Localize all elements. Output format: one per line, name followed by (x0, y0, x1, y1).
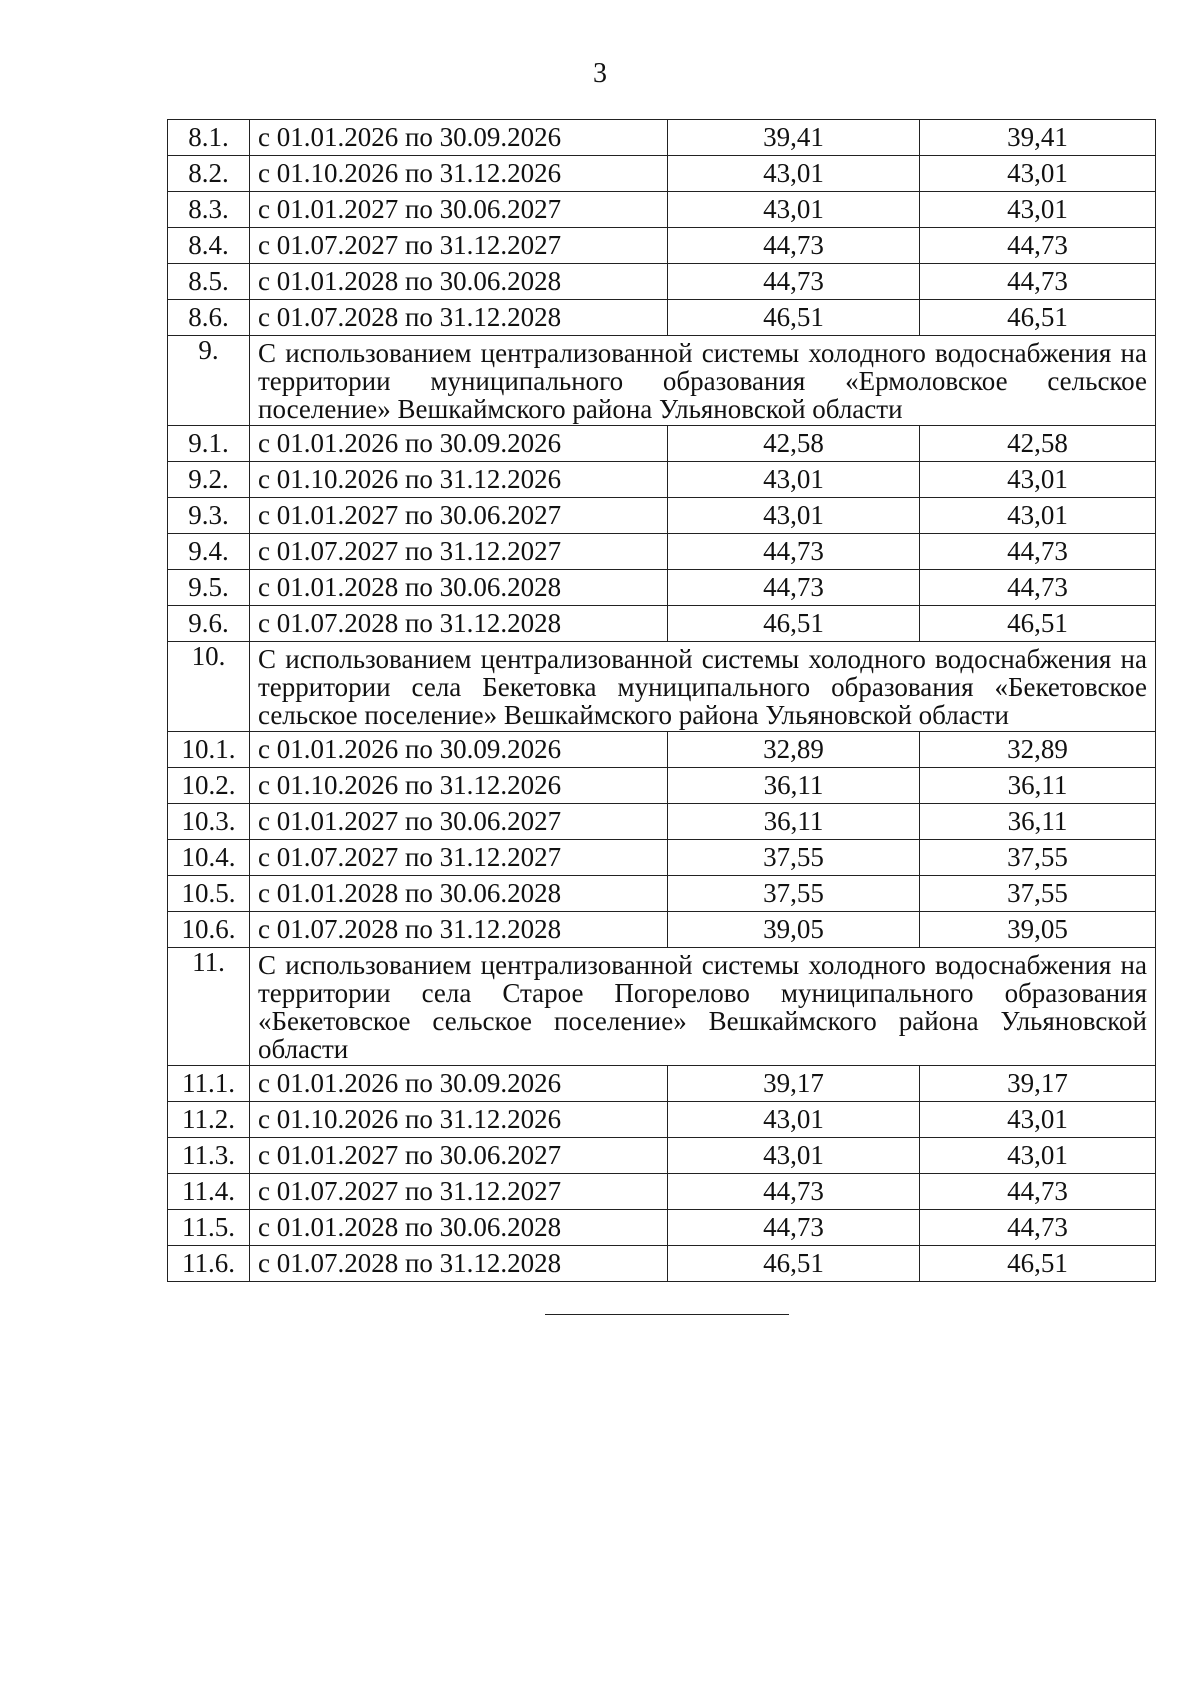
section-number: 11. (168, 948, 250, 1066)
table-row (168, 534, 1156, 570)
tariff-value-1: 39,17 (668, 1066, 920, 1102)
tariff-value-1: 44,73 (668, 228, 920, 264)
period-cell: с 01.01.2028 по 30.06.2028 (250, 264, 668, 300)
tariff-value-2: 43,01 (920, 1138, 1156, 1174)
tariff-value-2: 43,01 (920, 156, 1156, 192)
tariff-value-2: 44,73 (920, 534, 1156, 570)
tariff-value-2: 44,73 (920, 1210, 1156, 1246)
period-cell: с 01.10.2026 по 31.12.2026 (250, 1102, 668, 1138)
tariff-value-2: 43,01 (920, 1102, 1156, 1138)
period-cell: с 01.07.2027 по 31.12.2027 (250, 228, 668, 264)
tariff-value-1: 46,51 (668, 1246, 920, 1282)
tariff-table-body (168, 120, 1156, 1282)
period-cell: с 01.01.2028 по 30.06.2028 (250, 876, 668, 912)
section-title: С использованием централизованной системы холодного водоснабжения на территории села Бекетовка муниципального образования «Бекетовское сельское поселение» Вешкаймского района Ульяновской области (250, 642, 1156, 732)
tariff-value-2: 42,58 (920, 426, 1156, 462)
tariff-value-1: 44,73 (668, 534, 920, 570)
period-cell: с 01.01.2026 по 30.09.2026 (250, 426, 668, 462)
table-row (168, 876, 1156, 912)
row-number: 8.5. (168, 264, 250, 300)
row-number: 11.5. (168, 1210, 250, 1246)
tariff-value-2: 43,01 (920, 192, 1156, 228)
period-cell: с 01.10.2026 по 31.12.2026 (250, 768, 668, 804)
tariff-value-2: 44,73 (920, 228, 1156, 264)
page-number: 3 (593, 58, 607, 89)
period-cell: с 01.07.2027 по 31.12.2027 (250, 1174, 668, 1210)
row-number: 9.2. (168, 462, 250, 498)
period-cell: с 01.01.2027 по 30.06.2027 (250, 804, 668, 840)
tariff-value-2: 46,51 (920, 606, 1156, 642)
row-number: 11.1. (168, 1066, 250, 1102)
table-row (168, 426, 1156, 462)
row-number: 8.1. (168, 120, 250, 156)
period-cell: с 01.01.2027 по 30.06.2027 (250, 192, 668, 228)
period-cell: с 01.01.2027 по 30.06.2027 (250, 1138, 668, 1174)
row-number: 9.4. (168, 534, 250, 570)
tariff-value-1: 37,55 (668, 876, 920, 912)
row-number: 11.6. (168, 1246, 250, 1282)
row-number: 10.2. (168, 768, 250, 804)
table-row (168, 1210, 1156, 1246)
section-header-row (168, 642, 1156, 732)
period-cell: с 01.01.2028 по 30.06.2028 (250, 1210, 668, 1246)
tariff-value-2: 36,11 (920, 768, 1156, 804)
row-number: 10.5. (168, 876, 250, 912)
section-number: 9. (168, 336, 250, 426)
tariff-value-2: 43,01 (920, 498, 1156, 534)
tariff-value-2: 44,73 (920, 264, 1156, 300)
period-cell: с 01.10.2026 по 31.12.2026 (250, 156, 668, 192)
tariff-value-2: 46,51 (920, 300, 1156, 336)
tariff-value-2: 43,01 (920, 462, 1156, 498)
row-number: 9.3. (168, 498, 250, 534)
tariff-value-1: 46,51 (668, 606, 920, 642)
period-cell: с 01.07.2028 по 31.12.2028 (250, 606, 668, 642)
tariff-value-1: 43,01 (668, 192, 920, 228)
section-header-row (168, 948, 1156, 1066)
tariff-value-1: 39,05 (668, 912, 920, 948)
section-header-row (168, 336, 1156, 426)
row-number: 9.1. (168, 426, 250, 462)
table-row (168, 768, 1156, 804)
end-rule (545, 1314, 789, 1315)
section-number: 10. (168, 642, 250, 732)
table-row (168, 1138, 1156, 1174)
tariff-value-1: 39,41 (668, 120, 920, 156)
row-number: 10.6. (168, 912, 250, 948)
table-row (168, 462, 1156, 498)
period-cell: с 01.01.2026 по 30.09.2026 (250, 732, 668, 768)
row-number: 9.5. (168, 570, 250, 606)
row-number: 11.4. (168, 1174, 250, 1210)
tariff-value-2: 44,73 (920, 570, 1156, 606)
tariff-value-2: 37,55 (920, 876, 1156, 912)
tariff-value-2: 36,11 (920, 804, 1156, 840)
table-row (168, 840, 1156, 876)
tariff-value-1: 43,01 (668, 1102, 920, 1138)
period-cell: с 01.01.2026 по 30.09.2026 (250, 1066, 668, 1102)
table-row (168, 498, 1156, 534)
tariff-value-1: 43,01 (668, 462, 920, 498)
table-row (168, 606, 1156, 642)
tariff-value-2: 32,89 (920, 732, 1156, 768)
period-cell: с 01.07.2028 по 31.12.2028 (250, 1246, 668, 1282)
tariff-value-1: 44,73 (668, 264, 920, 300)
tariff-table (167, 119, 1156, 1282)
table-row (168, 570, 1156, 606)
row-number: 8.3. (168, 192, 250, 228)
period-cell: с 01.01.2027 по 30.06.2027 (250, 498, 668, 534)
row-number: 8.2. (168, 156, 250, 192)
section-title: С использованием централизованной системы холодного водоснабжения на территории села Старое Погорелово муниципального образования «Бекетовское сельское поселение» Вешкаймского района Ульяновской области (250, 948, 1156, 1066)
tariff-value-1: 37,55 (668, 840, 920, 876)
row-number: 10.3. (168, 804, 250, 840)
tariff-value-2: 44,73 (920, 1174, 1156, 1210)
row-number: 11.3. (168, 1138, 250, 1174)
table-row (168, 1246, 1156, 1282)
table-row (168, 732, 1156, 768)
period-cell: с 01.07.2028 по 31.12.2028 (250, 300, 668, 336)
tariff-value-1: 43,01 (668, 1138, 920, 1174)
row-number: 10.4. (168, 840, 250, 876)
tariff-value-1: 32,89 (668, 732, 920, 768)
table-row (168, 804, 1156, 840)
tariff-value-1: 43,01 (668, 498, 920, 534)
tariff-value-1: 44,73 (668, 570, 920, 606)
row-number: 8.6. (168, 300, 250, 336)
tariff-value-1: 36,11 (668, 768, 920, 804)
tariff-value-1: 46,51 (668, 300, 920, 336)
row-number: 11.2. (168, 1102, 250, 1138)
period-cell: с 01.07.2027 по 31.12.2027 (250, 534, 668, 570)
tariff-value-1: 36,11 (668, 804, 920, 840)
row-number: 8.4. (168, 228, 250, 264)
tariff-value-2: 39,41 (920, 120, 1156, 156)
table-row (168, 156, 1156, 192)
period-cell: с 01.01.2026 по 30.09.2026 (250, 120, 668, 156)
table-row (168, 228, 1156, 264)
table-row (168, 1174, 1156, 1210)
table-row (168, 1102, 1156, 1138)
period-cell: с 01.07.2028 по 31.12.2028 (250, 912, 668, 948)
tariff-value-1: 44,73 (668, 1210, 920, 1246)
row-number: 10.1. (168, 732, 250, 768)
tariff-value-1: 43,01 (668, 156, 920, 192)
section-title: С использованием централизованной системы холодного водоснабжения на территории муниципального образования «Ермоловское сельское поселение» Вешкаймского района Ульяновской области (250, 336, 1156, 426)
tariff-value-1: 44,73 (668, 1174, 920, 1210)
table-row (168, 300, 1156, 336)
tariff-value-2: 39,05 (920, 912, 1156, 948)
table-row (168, 192, 1156, 228)
period-cell: с 01.01.2028 по 30.06.2028 (250, 570, 668, 606)
period-cell: с 01.07.2027 по 31.12.2027 (250, 840, 668, 876)
period-cell: с 01.10.2026 по 31.12.2026 (250, 462, 668, 498)
tariff-value-2: 39,17 (920, 1066, 1156, 1102)
tariff-value-2: 37,55 (920, 840, 1156, 876)
tariff-value-1: 42,58 (668, 426, 920, 462)
table-row (168, 912, 1156, 948)
tariff-value-2: 46,51 (920, 1246, 1156, 1282)
table-row (168, 264, 1156, 300)
table-row (168, 120, 1156, 156)
table-row (168, 1066, 1156, 1102)
row-number: 9.6. (168, 606, 250, 642)
